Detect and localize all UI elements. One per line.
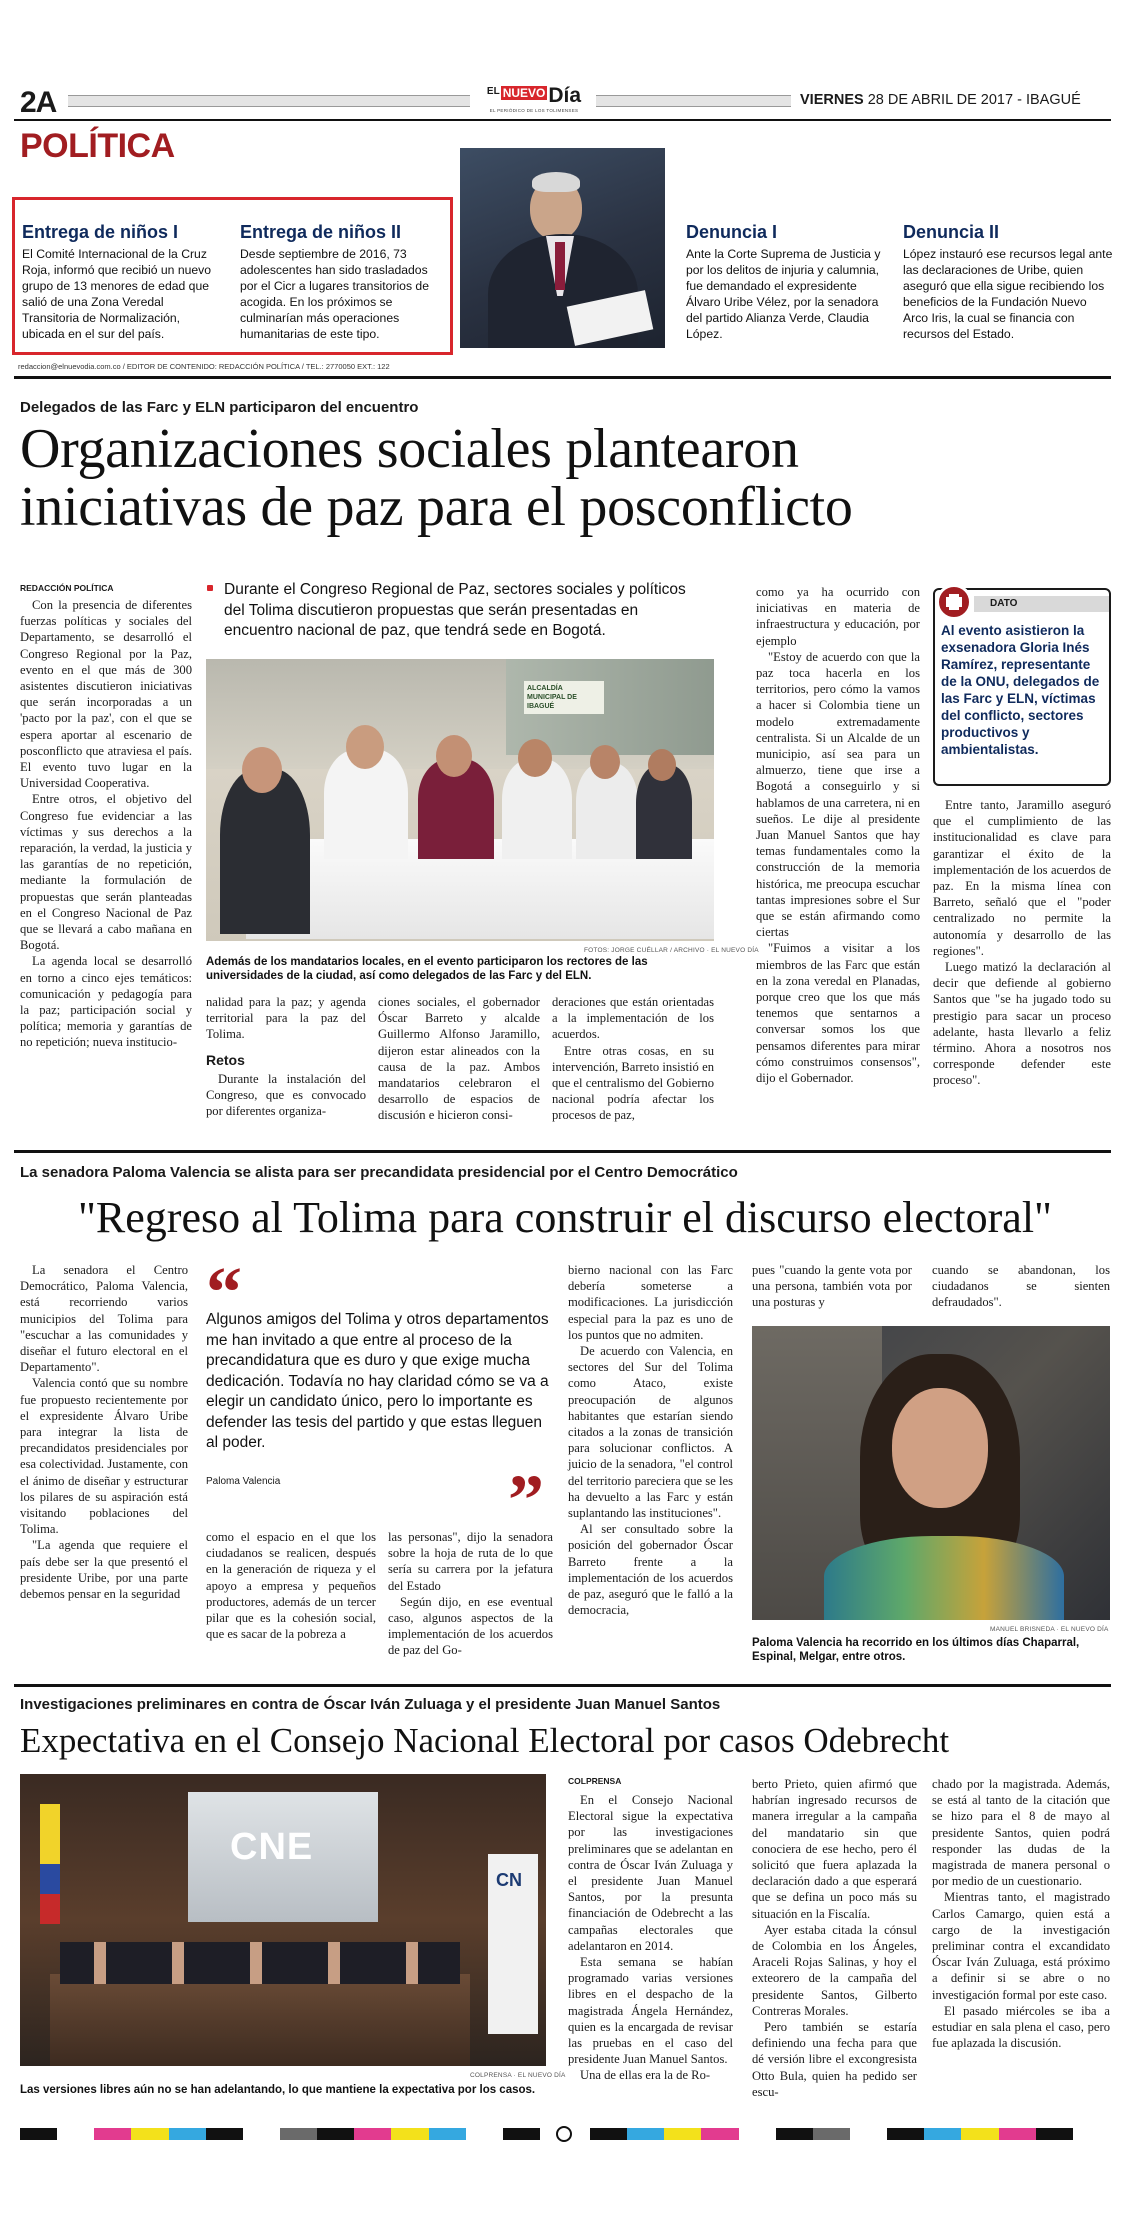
article2-col1	[20, 1262, 188, 1602]
article3-kicker: Investigaciones preliminares en contra de Óscar Iván Zuluaga y el presidente Juan Manuel Santos	[20, 1696, 721, 1713]
brief-2-title: Entrega de niños II	[240, 222, 402, 242]
article3-byline: COLPRENSA	[568, 1776, 622, 1786]
brief-1-title: Entrega de niños I	[22, 222, 179, 242]
article2-col6	[932, 1262, 1110, 1311]
article3-col2	[752, 1776, 917, 2100]
article1-col6-p2: Luego matizó la declaración al decir que defiende al gobierno Santos que "se ha jugado todo su prestigio para sacar un proceso adelante, hasta llevarlo a feliz término. Ahora a nosotros nos corresponde defender este proceso".	[933, 960, 1111, 1088]
article2-col4-p3: Al ser consultado sobre la posición del gobernador Óscar Barreto frente a la implementación de los acuerdos de paz, aseguró que le falló a la democracia,	[568, 1522, 733, 1618]
photo-blouse	[824, 1536, 1064, 1620]
article1-col6	[933, 797, 1111, 1089]
article1-col3	[378, 994, 540, 1124]
photo-person-1-head	[242, 747, 282, 793]
quote-close-icon: ”	[508, 1460, 544, 1540]
article2-caption: Paloma Valencia ha recorrido en los últimos días Chaparral, Espinal, Melgar, entre otros.	[752, 1637, 1080, 1663]
article2-col6-p1: cuando se abandonan, los ciudadanos se sienten defraudados".	[932, 1263, 1110, 1310]
print-color-bar-left	[20, 2128, 540, 2140]
article3-caption: Las versiones libres aún no se han adelantando, lo que mantiene la expectativa por los casos.	[20, 2084, 536, 2096]
brief-4-title: Denuncia II	[903, 222, 1000, 242]
photo-person-5-head	[590, 745, 620, 779]
registration-mark-icon	[556, 2126, 572, 2142]
article3-photo-credit: COLPRENSA · EL NUEVO DÍA	[470, 2072, 566, 2079]
photo-banner-text: CN	[496, 1870, 522, 1890]
article3-headline: Expectativa en el Consejo Nacional Electoral por casos Odebrecht	[20, 1721, 950, 1760]
section-divider-3	[14, 1684, 1111, 1687]
article1-headline-line2: iniciativas de paz para el posconflicto	[20, 476, 853, 538]
article2-quote-author: Paloma Valencia	[206, 1476, 281, 1487]
article3-col3-p2: Mientras tanto, el magistrado Carlos Camargo, quien está a cargo de la investigación preliminar contra el excandidato Óscar Iván Zuluaga, está próximo a definir si se abre o no investigación formal por este caso.	[932, 1890, 1110, 2002]
article2-col5-p1: pues "cuando la gente vota por una persona, también vota por una posturas y	[752, 1263, 912, 1310]
article3-col3-p3: El pasado miércoles se iba a estudiar en sala plena el caso, pero fue aplazada la discusión.	[932, 2003, 1110, 2051]
article1-col4-p1: deraciones que están orientadas a la implementación de los acuerdos.	[552, 995, 714, 1042]
photo-table	[50, 1974, 470, 2066]
photo-panel-row	[60, 1942, 460, 1984]
article2-headline: "Regreso al Tolima para construir el discurso electoral"	[77, 1193, 1053, 1242]
article2-col4-p2: De acuerdo con Valencia, en sectores del Sur del Tolima como Ataco, existe preocupación de algunos habitantes que estarían siendo citados a la zonas de transición para solucionar conflictos. A juicio de la senadora, "el control del territorio pareciera que se les ha devuelto a las Farc y están suplantando las instituciones".	[568, 1344, 733, 1521]
article1-col2-p1: nalidad para la paz; y agenda territorial para la paz del Tolima.	[206, 995, 366, 1042]
article3-col1-p3: Una de ellas era la de Ro-	[580, 2068, 711, 2083]
photo-person-6-head	[648, 749, 676, 781]
article1-byline: REDACCIÓN POLÍTICA	[20, 583, 114, 593]
article1-col4	[552, 994, 714, 1124]
article1-col5	[756, 584, 920, 1086]
photo-face	[892, 1388, 988, 1508]
article3-col3-p1: chado por la magistrada. Además, se está al tanto de la citación que se hizo para el 8 de mayo al presidente Santos, quien podrá responder las dudas de la magistrada de manera personal o por medio de un cuestionario.	[932, 1777, 1110, 1889]
brief-3-title: Denuncia I	[686, 222, 778, 242]
contact-line: redaccion@elnuevodia.com.co / EDITOR DE CONTENIDO: REDACCIÓN POLÍTICA / TEL.: 2770050 EXT.: 122	[18, 362, 390, 371]
photo-figure-tie	[555, 242, 565, 290]
photo-person-1	[220, 769, 310, 934]
article3-col3	[932, 1776, 1110, 2051]
article3-col2-p2: Ayer estaba citada la cónsul de Colombia en los Ángeles, Araceli Rojas Salinas, y hoy el exteorero de la campaña del presidente Santos, Gilberto Contreras Morales.	[752, 1922, 917, 2018]
header-top-rule-right	[596, 95, 791, 107]
cne-photo	[20, 1774, 546, 2066]
article1-lead-marker	[207, 585, 213, 591]
article2-kicker: La senadora Paloma Valencia se alista para ser precandidata presidencial por el Centro Democrático	[20, 1164, 738, 1181]
article1-kicker: Delegados de las Farc y ELN participaron del encuentro	[20, 399, 419, 416]
photo-sign: ALCALDÍA MUNICIPAL DE IBAGUÉ	[524, 681, 604, 714]
masthead-logo	[478, 86, 590, 116]
article3-col1-p2: Esta semana se habían programado varias versiones libres en el despacho de la magistrada Ángela Hernández, quien es la encargada de revisar las pruebas en el caso del presidente Juan Manuel Santos.	[568, 1955, 733, 2067]
article3-col1	[568, 1792, 733, 2084]
brief-2	[240, 222, 445, 342]
header-rule	[14, 119, 1111, 121]
brief-2-text: Desde septiembre de 2016, 73 adolescentes han sido trasladados por el Cicr a lugares transitorios de acogida. En los próximos se culminarían más operaciones humanitarias de este tipo.	[240, 247, 429, 341]
page-number: 2A	[20, 86, 57, 119]
article1-subhead: Retos	[206, 1051, 245, 1068]
logo-suffix: Día	[548, 84, 582, 107]
article2-col1-p2: Valencia contó que su nombre fue propuesto recientemente por el expresidente Álvaro Uribe para integrar la lista de precandidatos presidenciales por esa colectividad. Justamente, con el ánimo de diseñar y estructurar los pilares de su aspiración está visitando poblaciones del Tolima.	[20, 1376, 188, 1537]
date-rest: 28 DE ABRIL DE 2017 - IBAGUÉ	[867, 92, 1081, 108]
article1-col5-p1: como ya ha ocurrido con iniciativas en materia de infraestructura y educación, por ejemplo	[756, 585, 920, 648]
photo-person-3-head	[436, 735, 472, 777]
article2-col1-p3: "La agenda que requiere el país debe ser la que presentó el presidente Uribe, por una parte debemos pensar en la seguridad	[20, 1538, 188, 1602]
dato-label: DATO	[990, 598, 1018, 609]
article1-col2-p2: Durante la instalación del Congreso, que es convocado por diferentes organiza-	[206, 1071, 366, 1119]
section-divider-2	[14, 1150, 1111, 1153]
article1-col5-p2: "Estoy de acuerdo con que la paz toca hacerla en los territorios, pero cómo la vamos a hacer si Colombia tiene un modelo extremadamente centralista. Si un Alcalde de un municipio, así sea para un almuerzo, tiene que irse a Bogotá a conseguirlo y si hablamos de una carretera, ni en sueños. Le dije al presidente Juan Manuel Santos que hay temas fundamentales como la construcción de la memoria histórica, me preocupa escuchar tantas impresiones sobre el Sur que se están afirmando como ciertas	[756, 649, 920, 940]
article2-col2-p1: como el espacio en el que los ciudadanos se realicen, después en la generación de riqueza y el apoyo a empresa y pequeños productores, además de un tercer pilar que es la cohesión social, que es sacar de la pobreza a	[206, 1530, 376, 1642]
article2-col3-p1: las personas", dijo la senadora sobre la hoja de ruta de lo que sería su carrera por la jefatura del Estado	[388, 1530, 553, 1593]
article1-col1-p1: Con la presencia de diferentes fuerzas políticas y sociales del Departamento, se desarrolló el Congreso Regional por la Paz, evento en el que más de 300 asistentes discutieron iniciativas que serán incorporadas a un 'pacto por la paz', con el que se espera aportar al escenario de posconflicto que atraviesa el país. El evento tuvo lugar en la Universidad Cooperativa.	[20, 598, 192, 791]
logo-name: NUEVO	[502, 86, 546, 100]
photo-figure-hair	[532, 172, 580, 192]
brief-3-text: Ante la Corte Suprema de Justicia y por los delitos de injuria y calumnia, fue demandado el expresidente Álvaro Uribe Vélez, por la senadora del partido Alianza Verde, Claudia López.	[686, 247, 881, 341]
logo-tagline: EL PERIÓDICO DE LOS TOLIMENSES	[489, 108, 579, 113]
article3-col2-p3: Pero también se estaría definiendo una fecha para que dé versión libre el excongresista Otto Bula, quien ha pedido ser escu-	[752, 2020, 917, 2099]
photo-person-4-head	[518, 739, 552, 777]
photo-flag	[40, 1804, 60, 1924]
article1-col3-p1: ciones sociales, el gobernador Óscar Barreto y alcalde Guillermo Alfonso Jaramillo, dijeron estar alineados con la causa de la paz. Ambos mandatarios celebraron el desarrollo de espacios de discusión e hicieron consi-	[378, 995, 540, 1123]
article1-headline-line1: Organizaciones sociales plantearon	[20, 418, 799, 480]
article2-col3	[388, 1529, 553, 1659]
header-top-rule	[68, 95, 470, 107]
article1-photo	[206, 659, 714, 941]
article2-col2	[206, 1529, 376, 1642]
article1-photo-credit: FOTOS: JORGE CUÉLLAR / ARCHIVO · EL NUEVO DÍA	[584, 947, 759, 954]
article1-col1-p2: Entre otros, el objetivo del Congreso fue evidenciar a las víctimas y sus derechos a la reparación, la verdad, la justicia y las garantías de no repetición, mediante la formulación de propuestas que serán planteadas en el Congreso Nacional de Paz que se llevará a cabo mañana en Bogotá.	[20, 792, 192, 953]
article1-col5-p3: "Fuimos a visitar a los miembros de las Farc que están en la zona veredal en Planadas, porque creo que los que más tenemos que sentarnos a conversar somos los que pensamos diferentes para mirar cómo construimos consensos", dijo el Gobernador.	[756, 941, 920, 1086]
brief-4-text: López instauró ese recursos legal ante las declaraciones de Uribe, quien aseguró que ella sigue recibiendo los beneficios de la Fundación Nuevo Arco Iris, la cual se financia con recursos del Estado.	[903, 247, 1113, 341]
date-day: VIERNES	[800, 92, 864, 108]
article1-col4-p2: Entre otras cosas, en su intervención, Barreto insistió en que el centralismo del Gobierno nacional podría afectar los procesos de paz,	[552, 1043, 714, 1123]
article2-col4	[568, 1262, 733, 1618]
article2-quote: Algunos amigos del Tolima y otros departamentos me han invitado a que entre al proceso de la precandidatura que es duro y que exige mucha dedicación. Todavía no hay claridad cómo se va a elegir un candidato único, pero lo importante es defender las tesis del partido y que estas lleguen al poder.	[206, 1311, 549, 1451]
dato-icon-cross-h	[946, 597, 962, 607]
brief-4	[903, 222, 1113, 342]
brief-1-text: El Comité Internacional de la Cruz Roja, informó que recibió un nuevo grupo de 13 menores de edad que salió de una Zona Veredal Transitoria de Normalización, ubicada en el sur del país.	[22, 247, 212, 341]
article3-col1-p1: En el Consejo Nacional Electoral sigue la expectativa por las investigaciones preliminares que se adelantan en contra de Óscar Iván Zuluaga y el presidente Juan Manuel Santos, por la presunta financiación de Odebrecht a las campañas electorales que adelantaron en 2014.	[568, 1793, 733, 1953]
uribe-photo	[460, 148, 665, 348]
article1-col1	[20, 597, 192, 1051]
article1-col2	[206, 994, 366, 1119]
quote-open-icon: “	[206, 1252, 242, 1332]
dato-text: Al evento asistieron la exsenadora Gloria Inés Ramírez, representante de la ONU, delegados de las Farc y ELN, víctimas del conflicto, sectores productivos y ambientalistas.	[941, 623, 1100, 757]
brief-3	[686, 222, 891, 342]
article1-caption: Además de los mandatarios locales, en el evento participaron los rectores de las universidades de la ciudad, así como delegados de las Farc y del ELN.	[206, 956, 648, 982]
paloma-photo	[752, 1326, 1110, 1620]
article2-col4-p1: bierno nacional con las Farc debería someterse a modificaciones. La jurisdicción especial para la paz es uno de los puntos que no admiten.	[568, 1263, 733, 1342]
header-date	[800, 92, 1081, 108]
brief-1	[22, 222, 222, 342]
photo-person-2-head	[346, 725, 384, 769]
article1-lead: Durante el Congreso Regional de Paz, sectores sociales y políticos del Tolima discutieron propuestas que serán presentadas en encuentro nacional de paz, que tendrá sede en Bogotá.	[224, 581, 686, 639]
article1-col6-p1: Entre tanto, Jaramillo aseguró que el cumplimiento de las institucionalidad es clave para garantizar el éxito de la implementación de los acuerdos de paz. En la misma línea con Barreto, señaló que el "poder centralizado no permite la autonomía y desarrollo de las regiones".	[933, 798, 1111, 958]
article1-col1-p3: La agenda local se desarrolló en torno a cinco ejes temáticos: comunicación y pedagogía para la paz; participación social y política; memoria y garantías de no repetición; nueva institucio-	[20, 954, 192, 1050]
photo-screen-text: CNE	[230, 1826, 314, 1868]
print-color-bar-right	[590, 2128, 1110, 2140]
article2-col1-p1: La senadora el Centro Democrático, Paloma Valencia, está recorriendo varios municipios del Tolima para "escuchar a las comunidades y diseñar el futuro electoral en el Departamento".	[20, 1263, 188, 1375]
logo-prefix: EL	[486, 86, 500, 97]
article3-col2-p1: berto Prieto, quien afirmó que habrían ingresado recursos de manera irregular a la campaña del mandatario sin que conociera de ese hecho, pero él solicitó que fuera aplazada la declaración dado a que esperará que se defina un poco más su situación en la Fiscalía.	[752, 1777, 917, 1921]
section-divider-1	[14, 376, 1111, 379]
article2-col5	[752, 1262, 912, 1311]
article2-photo-credit: MANUEL BRISNEDA · EL NUEVO DÍA	[990, 1626, 1109, 1633]
article2-col3-p2: Según dijo, en ese eventual caso, algunos aspectos de la implementación de los acuerdos de paz del Go-	[388, 1594, 553, 1658]
article1-headline	[20, 420, 853, 536]
section-title: POLÍTICA	[20, 127, 175, 165]
